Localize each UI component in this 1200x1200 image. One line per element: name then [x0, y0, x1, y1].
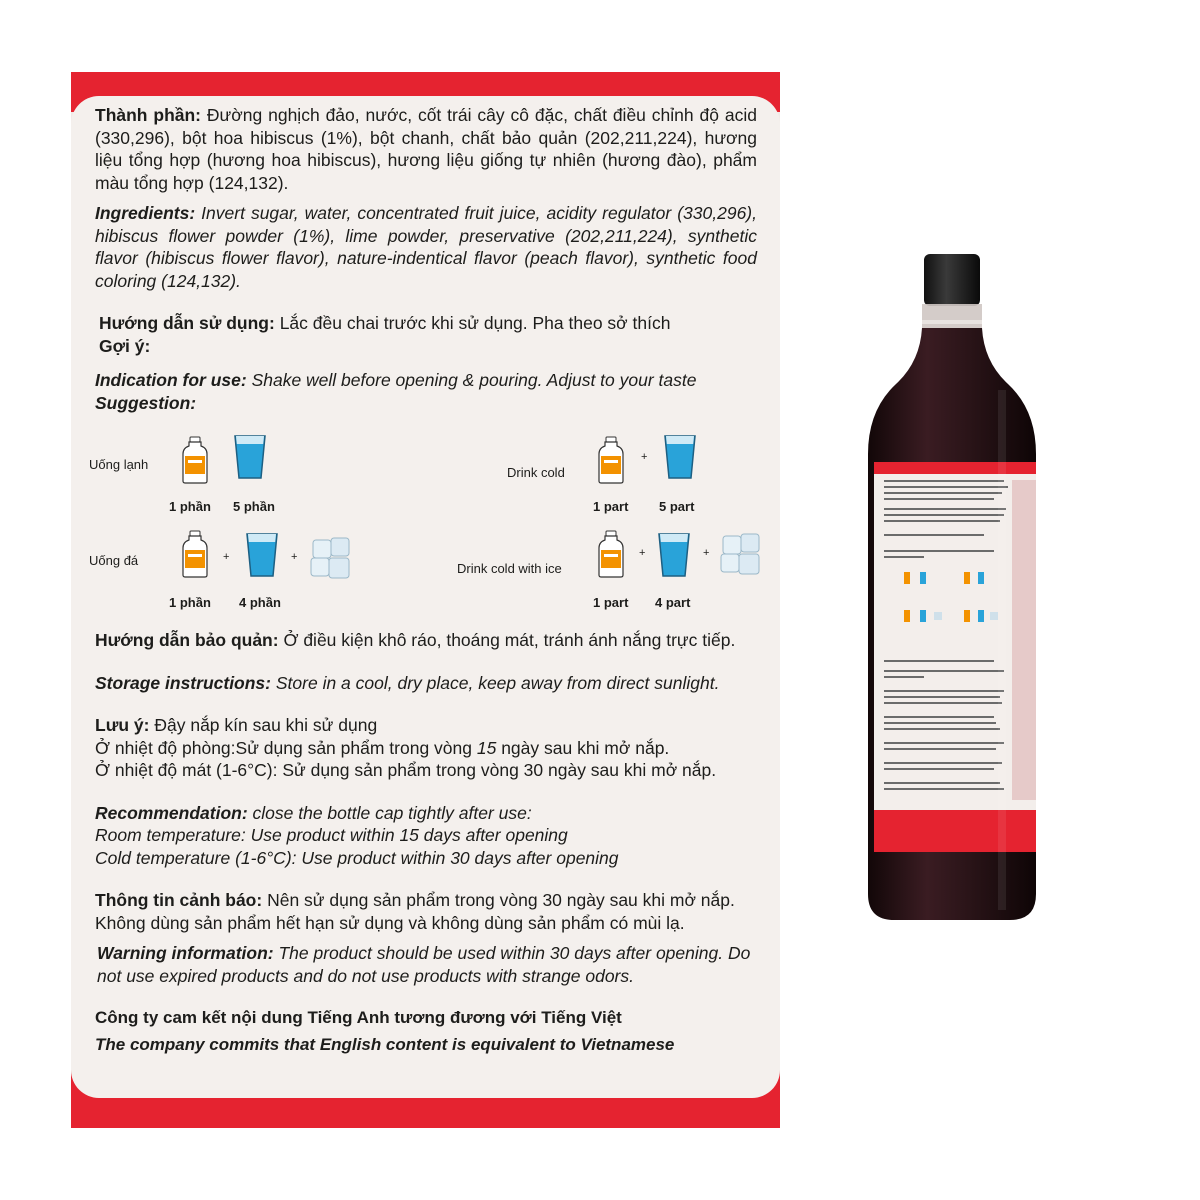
note-vi-line2a: Ở nhiệt độ phòng:Sử dụng sản phẩm trong vòng: [95, 737, 477, 758]
rec-en-title: Recommendation:: [95, 802, 248, 823]
ingredients-en-text: Invert sugar, water, concentrated fruit juice, acidity regulator (330,296), hibiscus flower powder (1%), lime powder, preservative (202,211,224), synthetic flavor (hibiscus flower flavor), nature-indentical flavor (peach flavor), synthetic food coloring (124,132).: [95, 203, 757, 291]
ingredients-en-title: Ingredients:: [95, 203, 196, 223]
storage-en-text: Store in a cool, dry place, keep away from direct sunlight.: [275, 672, 720, 693]
commit-vi: Công ty cam kết nội dung Tiếng Anh tương đương với Tiếng Việt: [95, 1008, 622, 1027]
warning-vi: [95, 889, 757, 934]
diagram-cold-en: Drink cold: [507, 465, 565, 480]
diagram-ice-vi: Uống đá: [89, 553, 139, 568]
note-vi-line2b: 15: [476, 737, 497, 758]
product-bottle-image: [860, 250, 1040, 940]
water-cup-icon: [663, 434, 697, 480]
note-vi-title: Lưu ý:: [95, 715, 150, 735]
usage-en-text: Shake well before opening & pouring. Adjust to your taste: [251, 370, 697, 390]
syrup-bottle-icon: [597, 436, 625, 484]
warning-en: [97, 942, 757, 987]
recommendation-en: [95, 802, 757, 870]
diagram-vi-1: 1 phần: [169, 499, 211, 514]
warn-en-title: Warning information:: [97, 943, 274, 963]
plus-sign: +: [703, 547, 710, 559]
syrup-bottle-icon: [181, 530, 209, 578]
ice-cubes-icon: [309, 536, 353, 582]
diagram-vi-1b: 1 phần: [169, 595, 211, 610]
syrup-bottle-icon: [597, 530, 625, 578]
diagram-en-5: 5 part: [659, 499, 695, 514]
ingredients-vi: [95, 104, 757, 194]
usage-vi: [99, 312, 757, 357]
bottle-cap: [924, 254, 980, 306]
warn-vi-text: Nên sử dụng sản phẩm trong vòng 30 ngày sau khi mở nắp. Không dùng sản phẩm hết hạn sử dụng và không dùng sản phẩm có mùi lạ.: [95, 890, 735, 933]
usage-vi-title: Hướng dẫn sử dụng:: [99, 313, 275, 333]
water-cup-icon: [233, 434, 267, 480]
storage-en: [95, 672, 757, 695]
suggestion-vi-title: Gợi ý:: [99, 335, 151, 356]
rec-en-line2: Room temperature: Use product within 15 days after opening: [95, 825, 568, 845]
storage-en-title: Storage instructions:: [95, 672, 271, 693]
suggestion-en-title: Suggestion:: [95, 392, 197, 413]
diagram-vi-5: 5 phần: [233, 499, 275, 514]
plus-sign: +: [291, 551, 298, 563]
commit-en: The company commits that English content is equivalent to Vietnamese: [95, 1034, 675, 1054]
diagram-vi-4: 4 phần: [239, 595, 281, 610]
usage-en-title: Indication for use:: [95, 370, 247, 390]
note-vi-line3: Ở nhiệt độ mát (1-6°C): Sử dụng sản phẩm trong vòng 30 ngày sau khi mở nắp.: [95, 760, 717, 780]
plus-sign: +: [639, 547, 646, 559]
usage-en: [95, 369, 757, 414]
storage-vi: [95, 629, 757, 652]
diagram-cold-vi: Uống lạnh: [89, 457, 149, 472]
ingredients-vi-title: Thành phần:: [95, 105, 202, 125]
rec-en-line3: Cold temperature (1-6°C): Use product within 30 days after opening: [95, 847, 619, 868]
storage-vi-title: Hướng dẫn bảo quản:: [95, 630, 279, 650]
water-cup-icon: [657, 532, 691, 578]
rec-en-line1: close the bottle cap tightly after use:: [252, 802, 532, 823]
note-vi: [95, 714, 757, 782]
warn-en-text: The product should be used within 30 days after opening. Do not use expired products and do not use products with strange odors.: [97, 943, 751, 986]
syrup-bottle-icon: [181, 436, 209, 484]
diagram-en-4: 4 part: [655, 595, 691, 610]
diagram-en-1b: 1 part: [593, 595, 629, 610]
ice-cubes-icon: [719, 532, 763, 578]
plus-sign: +: [223, 551, 230, 563]
usage-vi-text: Lắc đều chai trước khi sử dụng. Pha theo sở thích: [279, 313, 671, 333]
plus-sign: +: [641, 451, 648, 463]
note-vi-line1: Đậy nắp kín sau khi sử dụng: [154, 715, 378, 735]
label-content: [89, 104, 757, 1064]
ingredients-en: [95, 202, 757, 292]
warn-vi-title: Thông tin cảnh báo:: [95, 890, 263, 910]
usage-diagram: [89, 414, 757, 629]
note-vi-line2: [95, 737, 757, 760]
diagram-en-1: 1 part: [593, 499, 629, 514]
ingredients-vi-text: Đường nghịch đảo, nước, cốt trái cây cô đặc, chất điều chỉnh độ acid (330,296), bột hoa hibiscus (1%), bột chanh, chất bảo quản (202,211,224), hương liệu tổng hợp (hương hoa hibiscus), hương liệu giống tự nhiên (hương đào), phẩm màu tổng hợp (124,132).: [95, 105, 757, 193]
diagram-ice-en: Drink cold with ice: [457, 561, 562, 576]
water-cup-icon: [245, 532, 279, 578]
storage-vi-text: Ở điều kiện khô ráo, thoáng mát, tránh ánh nắng trực tiếp.: [283, 630, 736, 650]
label-panel: [71, 72, 780, 1128]
note-vi-line2c: ngày sau khi mở nắp.: [496, 737, 670, 758]
